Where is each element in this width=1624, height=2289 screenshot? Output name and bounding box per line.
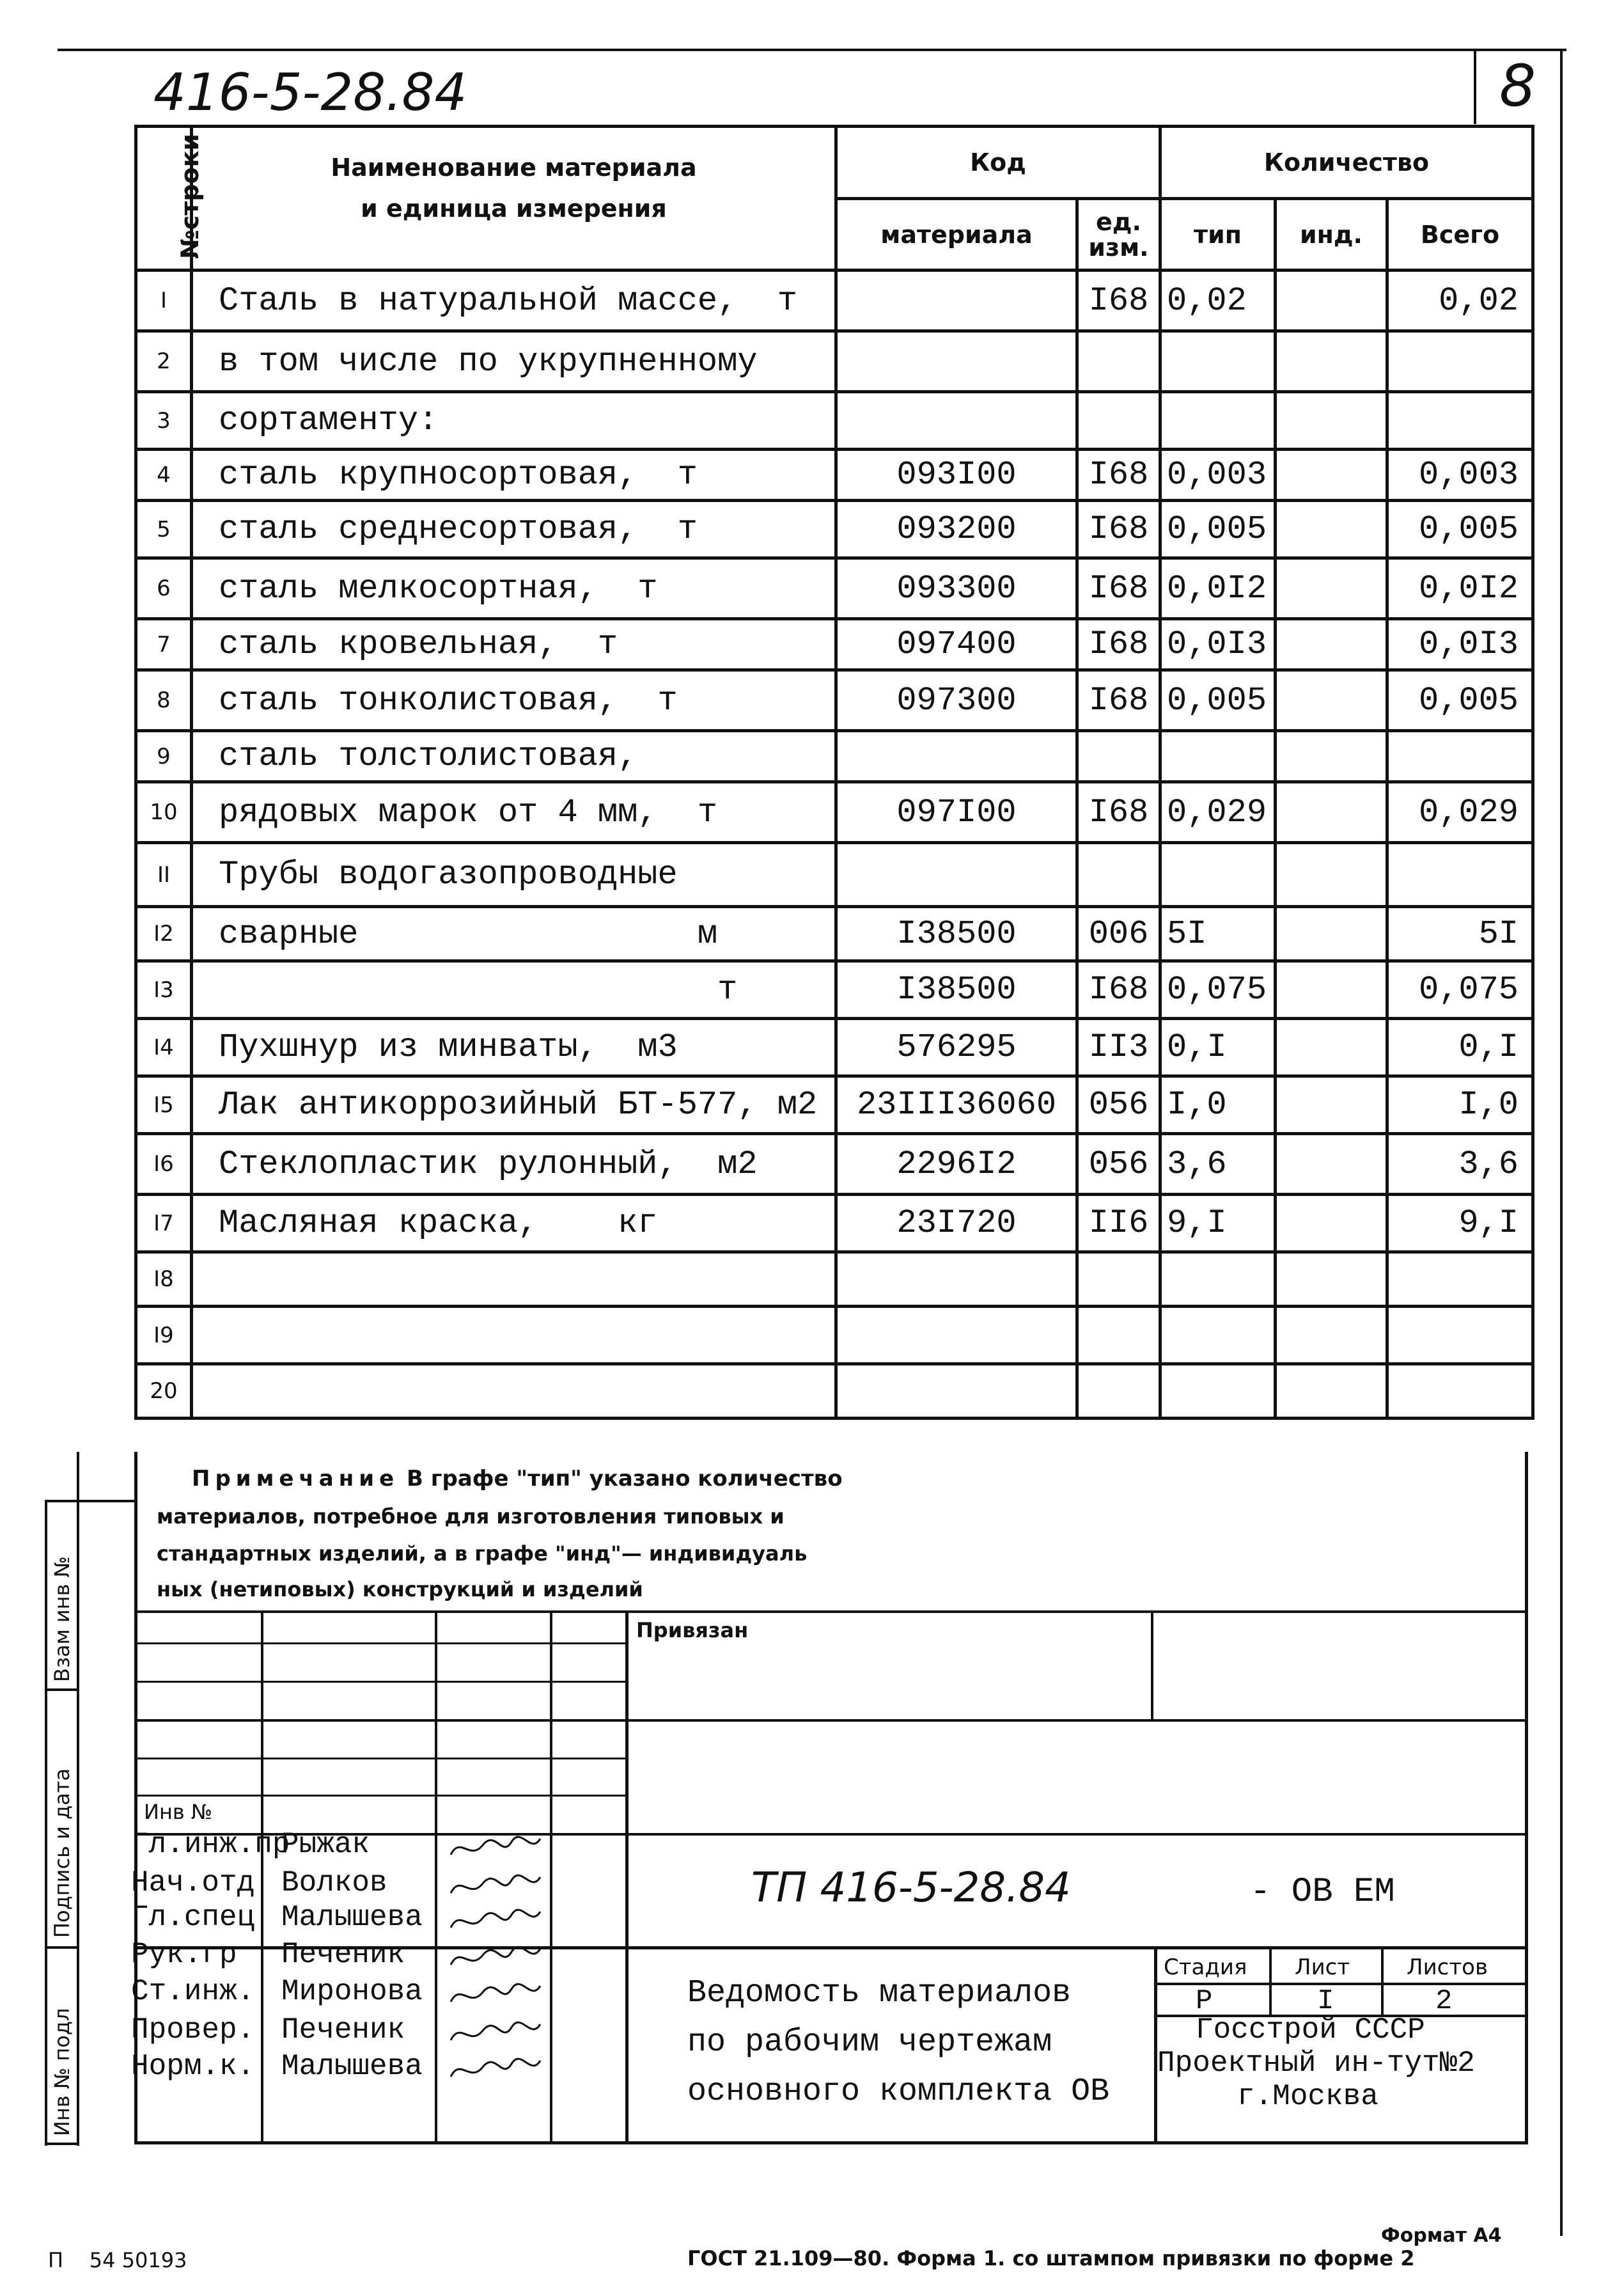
row-number-cell: 5 bbox=[136, 501, 192, 558]
unit-code-cell: I68 bbox=[1077, 619, 1160, 670]
unit-code-cell: 056 bbox=[1077, 1134, 1160, 1195]
table-row bbox=[136, 558, 1533, 619]
signature-scribble bbox=[448, 1976, 543, 2015]
table-row bbox=[136, 1252, 1533, 1307]
qty-ind-cell bbox=[1276, 782, 1387, 843]
header-qty-total: Всего bbox=[1387, 199, 1533, 271]
qty-total-cell bbox=[1387, 1364, 1533, 1419]
stamp-h-3 bbox=[134, 1681, 627, 1683]
org-line-3: г.Москва bbox=[1237, 2080, 1378, 2113]
qty-ind-cell bbox=[1276, 331, 1387, 392]
header-qty-ind: инд. bbox=[1276, 199, 1387, 271]
material-name-cell: рядовых марок от 4 мм, т bbox=[192, 782, 836, 843]
stamp-v-3 bbox=[550, 1610, 552, 2144]
stamp-right-line bbox=[1525, 1452, 1528, 2144]
table-row bbox=[136, 731, 1533, 782]
table-row bbox=[136, 271, 1533, 331]
signer-name: Малышева bbox=[281, 2050, 423, 2083]
side-strip-sep-1 bbox=[45, 1688, 77, 1691]
qty-ind-cell bbox=[1276, 501, 1387, 558]
qty-type-cell: 0,005 bbox=[1160, 670, 1276, 731]
material-name-cell: сталь мелкосортная, т bbox=[192, 558, 836, 619]
frame-top-line bbox=[58, 49, 1566, 51]
material-code-cell bbox=[836, 392, 1077, 450]
doc-title-line-1: Ведомость материалов bbox=[687, 1975, 1072, 2011]
signer-name: Печеник bbox=[281, 1938, 405, 1971]
doc-title-line-3: основного комплекта ОВ bbox=[687, 2073, 1110, 2110]
signer-name: Миронова bbox=[281, 1975, 423, 2008]
material-name-cell: Сталь в натуральной массе, т bbox=[192, 271, 836, 331]
qty-total-cell: 0,005 bbox=[1387, 501, 1533, 558]
stamp-v-2 bbox=[435, 1610, 437, 2144]
qty-total-cell: 0,003 bbox=[1387, 450, 1533, 501]
stamp-h-2 bbox=[134, 1642, 627, 1644]
signer-role: Гл.инж.пр bbox=[131, 1828, 290, 1861]
unit-code-cell: 056 bbox=[1077, 1076, 1160, 1134]
header-code: Код bbox=[836, 127, 1160, 199]
table-row bbox=[136, 670, 1533, 731]
material-name-cell: Трубы водогазопроводные bbox=[192, 843, 836, 907]
unit-code-cell bbox=[1077, 731, 1160, 782]
qty-total-cell: 0,I bbox=[1387, 1019, 1533, 1076]
qty-type-cell: 0,003 bbox=[1160, 450, 1276, 501]
stamp-v-1 bbox=[261, 1610, 263, 2144]
material-code-cell: I38500 bbox=[836, 961, 1077, 1019]
row-number-cell: 7 bbox=[136, 619, 192, 670]
unit-code-cell: I68 bbox=[1077, 450, 1160, 501]
note-line-3: стандартных изделий, а в графе "инд"— индивидуаль bbox=[157, 1541, 808, 1566]
material-code-cell: 093300 bbox=[836, 558, 1077, 619]
unit-code-cell: 006 bbox=[1077, 907, 1160, 961]
qty-ind-cell bbox=[1276, 907, 1387, 961]
row-number-cell: 6 bbox=[136, 558, 192, 619]
table-row bbox=[136, 450, 1533, 501]
gost-label: ГОСТ 21.109—80. Форма 1. со штампом привязки по форме 2 bbox=[687, 2246, 1415, 2270]
qty-type-cell: 0,0I2 bbox=[1160, 558, 1276, 619]
material-name-cell: сталь толстолистовая, bbox=[192, 731, 836, 782]
header-quantity: Количество bbox=[1160, 127, 1533, 199]
note-line-2: материалов, потребное для изготовления типовых и bbox=[157, 1504, 785, 1529]
qty-total-cell: 0,0I2 bbox=[1387, 558, 1533, 619]
row-number-cell: I6 bbox=[136, 1134, 192, 1195]
material-code-cell: 097400 bbox=[836, 619, 1077, 670]
privyazan-label: Привязан bbox=[636, 1618, 749, 1642]
table-row bbox=[136, 1076, 1533, 1134]
unit-code-cell: I68 bbox=[1077, 558, 1160, 619]
qty-ind-cell bbox=[1276, 1364, 1387, 1419]
header-code-material: материала bbox=[836, 199, 1077, 271]
material-code-cell bbox=[836, 271, 1077, 331]
material-code-cell: 2296I2 bbox=[836, 1134, 1077, 1195]
header-qty-type: тип bbox=[1160, 199, 1276, 271]
doc-title-line-2: по рабочим чертежам bbox=[687, 2024, 1052, 2061]
signer-name: Малышева bbox=[281, 1901, 423, 1934]
unit-code-cell: I68 bbox=[1077, 271, 1160, 331]
material-code-cell bbox=[836, 843, 1077, 907]
table-row bbox=[136, 1364, 1533, 1419]
qty-type-cell bbox=[1160, 331, 1276, 392]
material-code-cell: 576295 bbox=[836, 1019, 1077, 1076]
qty-type-cell bbox=[1160, 843, 1276, 907]
table-row bbox=[136, 1019, 1533, 1076]
row-number-cell: I bbox=[136, 271, 192, 331]
org-line-1: Госстрой СССР bbox=[1196, 2013, 1425, 2047]
row-number-cell: 9 bbox=[136, 731, 192, 782]
unit-code-cell: I68 bbox=[1077, 670, 1160, 731]
qty-total-cell: 0,0I3 bbox=[1387, 619, 1533, 670]
row-number-cell: 3 bbox=[136, 392, 192, 450]
unit-code-cell bbox=[1077, 1307, 1160, 1364]
qty-total-cell bbox=[1387, 731, 1533, 782]
qty-total-cell: 5I bbox=[1387, 907, 1533, 961]
stamp-v-7 bbox=[1269, 1946, 1272, 2017]
table-row bbox=[136, 961, 1533, 1019]
qty-ind-cell bbox=[1276, 1195, 1387, 1252]
note-line-4: ных (нетиповых) конструкций и изделий bbox=[157, 1577, 643, 1601]
qty-ind-cell bbox=[1276, 1019, 1387, 1076]
signature-scribble bbox=[448, 1868, 543, 1906]
table-row bbox=[136, 907, 1533, 961]
qty-ind-cell bbox=[1276, 619, 1387, 670]
stamp-bottom-line bbox=[134, 2141, 1528, 2144]
material-name-cell: Пухшнур из минваты, м3 bbox=[192, 1019, 836, 1076]
stage-label: Стадия bbox=[1164, 1955, 1247, 1980]
material-name-cell: сталь крупносортовая, т bbox=[192, 450, 836, 501]
row-number-cell: I5 bbox=[136, 1076, 192, 1134]
unit-code-cell bbox=[1077, 843, 1160, 907]
qty-type-cell bbox=[1160, 392, 1276, 450]
unit-code-cell: I68 bbox=[1077, 961, 1160, 1019]
qty-type-cell: 0,029 bbox=[1160, 782, 1276, 843]
table-row bbox=[136, 392, 1533, 450]
side-strip-inner bbox=[77, 1452, 79, 2146]
qty-type-cell bbox=[1160, 1252, 1276, 1307]
table-row bbox=[136, 619, 1533, 670]
qty-type-cell: 0,02 bbox=[1160, 271, 1276, 331]
material-code-cell bbox=[836, 1252, 1077, 1307]
header-code-unit: ед. изм. bbox=[1077, 199, 1160, 271]
signer-name: Рыжак bbox=[281, 1828, 370, 1861]
table-row bbox=[136, 1134, 1533, 1195]
qty-total-cell: I,0 bbox=[1387, 1076, 1533, 1134]
material-code-cell: 093I00 bbox=[836, 450, 1077, 501]
signature-scribble bbox=[448, 1902, 543, 1940]
row-number-cell: I9 bbox=[136, 1307, 192, 1364]
material-code-cell: 23I720 bbox=[836, 1195, 1077, 1252]
frame-right-line bbox=[1560, 49, 1563, 2236]
project-code-handwritten: ТП 416-5-28.84 bbox=[751, 1864, 1071, 1912]
signature-scribble bbox=[448, 2015, 543, 2053]
qty-total-cell: 0,005 bbox=[1387, 670, 1533, 731]
inv-no-label: Инв № bbox=[144, 1800, 213, 1824]
sheets-value: 2 bbox=[1435, 1985, 1453, 2017]
material-name-cell: т bbox=[192, 961, 836, 1019]
format-label: Формат А4 bbox=[1381, 2224, 1502, 2247]
qty-ind-cell bbox=[1276, 1252, 1387, 1307]
material-code-cell bbox=[836, 1307, 1077, 1364]
qty-type-cell bbox=[1160, 1364, 1276, 1419]
material-name-cell bbox=[192, 1364, 836, 1419]
row-number-cell: II bbox=[136, 843, 192, 907]
signature-scribble bbox=[448, 1829, 543, 1868]
qty-ind-cell bbox=[1276, 558, 1387, 619]
footer-left-code: П 54 50193 bbox=[48, 2248, 187, 2272]
row-number-cell: 20 bbox=[136, 1364, 192, 1419]
material-name-cell bbox=[192, 1307, 836, 1364]
unit-code-cell bbox=[1077, 331, 1160, 392]
qty-total-cell bbox=[1387, 1307, 1533, 1364]
sheets-label: Листов bbox=[1407, 1955, 1488, 1980]
unit-code-cell bbox=[1077, 1252, 1160, 1307]
row-number-cell: 10 bbox=[136, 782, 192, 843]
side-label-podpis: Подпись и дата bbox=[50, 1768, 74, 1938]
row-number-cell: I7 bbox=[136, 1195, 192, 1252]
side-strip-bottom bbox=[45, 2143, 77, 2145]
note-line-1: Примечание В графе "тип" указано количество bbox=[192, 1466, 843, 1491]
signer-role: Провер. bbox=[131, 2013, 255, 2047]
qty-type-cell: 0,005 bbox=[1160, 501, 1276, 558]
qty-ind-cell bbox=[1276, 731, 1387, 782]
materials-table bbox=[134, 125, 1534, 1420]
material-name-cell bbox=[192, 1252, 836, 1307]
signer-role: Норм.к. bbox=[131, 2050, 255, 2083]
material-code-cell bbox=[836, 731, 1077, 782]
stage-value: Р bbox=[1196, 1985, 1213, 2017]
material-name-cell: в том числе по укрупненному bbox=[192, 331, 836, 392]
row-number-cell: I2 bbox=[136, 907, 192, 961]
material-code-cell: 23III36060 bbox=[836, 1076, 1077, 1134]
unit-code-cell bbox=[1077, 392, 1160, 450]
qty-ind-cell bbox=[1276, 450, 1387, 501]
stamp-v-8 bbox=[1381, 1946, 1384, 2017]
signature-scribble bbox=[448, 1939, 543, 1978]
qty-total-cell bbox=[1387, 331, 1533, 392]
material-name-cell: Лак антикоррозийный БТ-577, м2 bbox=[192, 1076, 836, 1134]
material-code-cell: 097I00 bbox=[836, 782, 1077, 843]
material-code-cell: I38500 bbox=[836, 907, 1077, 961]
row-number-cell: 4 bbox=[136, 450, 192, 501]
material-code-cell bbox=[836, 331, 1077, 392]
qty-ind-cell bbox=[1276, 1307, 1387, 1364]
material-name-cell: Масляная краска, кг bbox=[192, 1195, 836, 1252]
row-number-cell: 2 bbox=[136, 331, 192, 392]
material-name-cell: сталь тонколистовая, т bbox=[192, 670, 836, 731]
signature-scribble bbox=[448, 2051, 543, 2089]
material-code-cell: 097300 bbox=[836, 670, 1077, 731]
signer-name: Волков bbox=[281, 1866, 387, 1900]
signer-role: Рук.гр bbox=[131, 1938, 237, 1971]
signer-role: Ст.инж. bbox=[131, 1975, 255, 2008]
stamp-h-1 bbox=[134, 1610, 1528, 1613]
qty-ind-cell bbox=[1276, 271, 1387, 331]
unit-code-cell: II3 bbox=[1077, 1019, 1160, 1076]
header-row-no: №строки bbox=[136, 127, 192, 271]
qty-type-cell: 0,075 bbox=[1160, 961, 1276, 1019]
qty-type-cell: 9,I bbox=[1160, 1195, 1276, 1252]
material-name-cell: сталь среднесортовая, т bbox=[192, 501, 836, 558]
qty-total-cell: 9,I bbox=[1387, 1195, 1533, 1252]
qty-total-cell: 0,029 bbox=[1387, 782, 1533, 843]
unit-code-cell bbox=[1077, 1364, 1160, 1419]
material-name-cell: сталь кровельная, т bbox=[192, 619, 836, 670]
material-code-cell bbox=[836, 1364, 1077, 1419]
qty-type-cell: 5I bbox=[1160, 907, 1276, 961]
sheet-box-divider bbox=[1474, 49, 1476, 124]
stamp-v-4 bbox=[625, 1610, 629, 2144]
material-name-cell: сортаменту: bbox=[192, 392, 836, 450]
table-row bbox=[136, 843, 1533, 907]
qty-total-cell: 3,6 bbox=[1387, 1134, 1533, 1195]
side-strip-sep-2 bbox=[45, 1946, 77, 1949]
qty-type-cell bbox=[1160, 731, 1276, 782]
row-number-cell: I3 bbox=[136, 961, 192, 1019]
qty-ind-cell bbox=[1276, 1134, 1387, 1195]
row-number-cell: 8 bbox=[136, 670, 192, 731]
material-name-cell: Стеклопластик рулонный, м2 bbox=[192, 1134, 836, 1195]
unit-code-cell: I68 bbox=[1077, 501, 1160, 558]
qty-ind-cell bbox=[1276, 392, 1387, 450]
qty-type-cell: 3,6 bbox=[1160, 1134, 1276, 1195]
signer-role: Гл.спец bbox=[131, 1901, 255, 1934]
table-row bbox=[136, 782, 1533, 843]
side-label-inv: Инв № подл bbox=[50, 2008, 74, 2136]
material-code-cell: 093200 bbox=[836, 501, 1077, 558]
side-strip-top bbox=[45, 1500, 136, 1502]
qty-total-cell bbox=[1387, 1252, 1533, 1307]
qty-ind-cell bbox=[1276, 670, 1387, 731]
sheet-label: Лист bbox=[1295, 1955, 1350, 1980]
qty-total-cell: 0,02 bbox=[1387, 271, 1533, 331]
unit-code-cell: II6 bbox=[1077, 1195, 1160, 1252]
table-row bbox=[136, 1195, 1533, 1252]
sheet-number: 8 bbox=[1499, 52, 1536, 120]
qty-ind-cell bbox=[1276, 961, 1387, 1019]
qty-type-cell: 0,I bbox=[1160, 1019, 1276, 1076]
table-row bbox=[136, 1307, 1533, 1364]
qty-type-cell: I,0 bbox=[1160, 1076, 1276, 1134]
row-number-cell: I4 bbox=[136, 1019, 192, 1076]
table-row bbox=[136, 501, 1533, 558]
header-name: Наименование материала и единица измерения bbox=[192, 127, 836, 271]
sheet-value: I bbox=[1317, 1985, 1334, 2017]
qty-type-cell bbox=[1160, 1307, 1276, 1364]
org-line-2: Проектный ин-тут№2 bbox=[1157, 2047, 1475, 2080]
material-name-cell: сварные м bbox=[192, 907, 836, 961]
unit-code-cell: I68 bbox=[1077, 782, 1160, 843]
qty-ind-cell bbox=[1276, 1076, 1387, 1134]
stamp-h-4 bbox=[134, 1719, 1528, 1722]
project-code-suffix: - ОВ ЕМ bbox=[1250, 1873, 1395, 1912]
stamp-v-6 bbox=[1154, 1946, 1157, 2144]
table-row bbox=[136, 331, 1533, 392]
signer-role: Нач.отд bbox=[131, 1866, 255, 1900]
row-number-cell: I8 bbox=[136, 1252, 192, 1307]
qty-type-cell: 0,0I3 bbox=[1160, 619, 1276, 670]
stamp-v-5 bbox=[1151, 1610, 1153, 1719]
qty-total-cell bbox=[1387, 392, 1533, 450]
qty-total-cell: 0,075 bbox=[1387, 961, 1533, 1019]
qty-total-cell bbox=[1387, 843, 1533, 907]
signer-name: Печеник bbox=[281, 2013, 405, 2047]
doc-number: 416-5-28.84 bbox=[153, 63, 467, 122]
stamp-h-5 bbox=[134, 1758, 627, 1759]
side-label-vzam: Взам инв № bbox=[50, 1556, 74, 1682]
qty-ind-cell bbox=[1276, 843, 1387, 907]
side-strip-outer bbox=[45, 1500, 47, 2146]
stamp-h-6 bbox=[134, 1795, 627, 1797]
